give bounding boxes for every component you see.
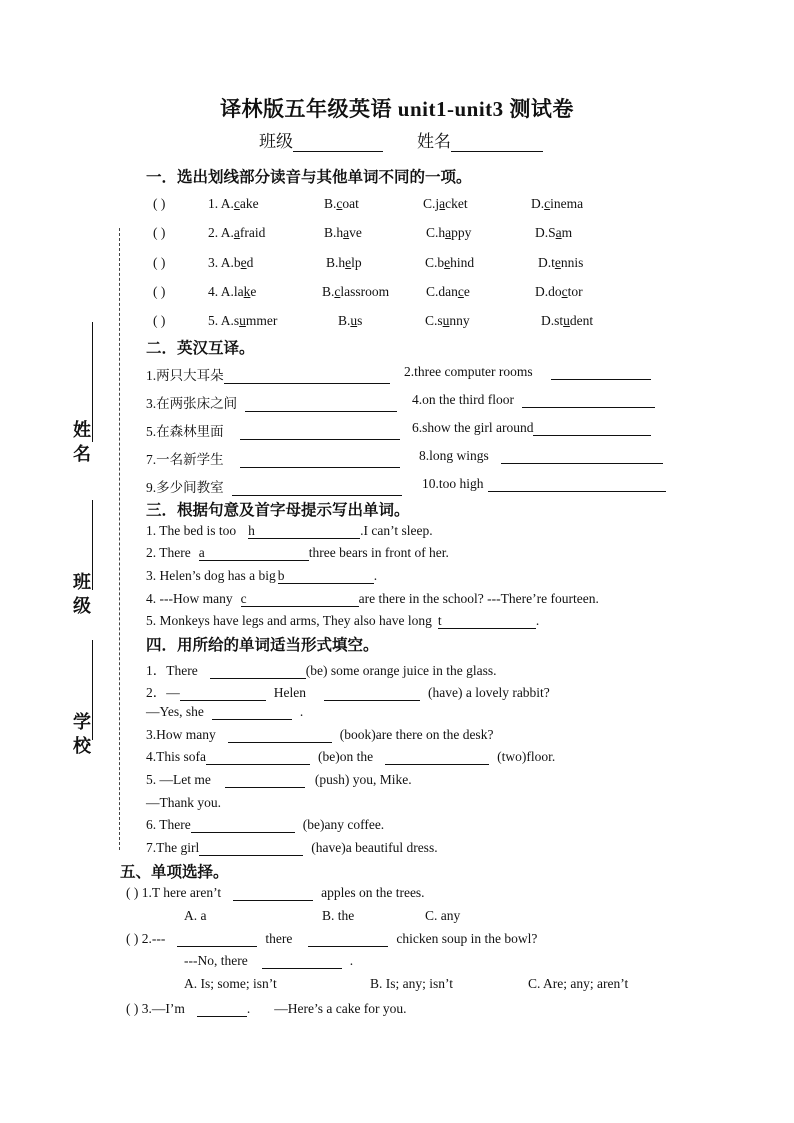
fill-sentence-2: 2. There a three bears in front of her. <box>146 545 449 560</box>
option-b: B.coat <box>324 196 359 211</box>
translate-item: 2.three computer rooms <box>404 364 651 380</box>
choice-q3: ( ) 3.—I’m . —Here’s a cake for you. <box>126 1001 407 1016</box>
answer-paren[interactable]: ( ) <box>153 225 166 240</box>
section-5-heading: 五、单项选择。 <box>120 864 229 881</box>
answer-paren[interactable]: ( ) <box>153 313 166 328</box>
option-c: C.jacket <box>423 196 468 211</box>
section-4-heading: 四．用所给的单词适当形式填空。 <box>146 637 379 654</box>
option-c: C.behind <box>425 255 475 270</box>
answer-paren[interactable]: ( ) <box>153 255 166 270</box>
choice-q2: ( ) 2.--- there chicken soup in the bowl? <box>126 931 538 946</box>
translate-item: 1.两只大耳朵 <box>146 364 390 384</box>
fill-sentence-3: 3. Helen’s dog has a big b . <box>146 568 378 583</box>
section-2-heading: 二．英汉互译。 <box>146 340 255 357</box>
side-school-label: 学校 <box>71 712 91 760</box>
form-line-2: 2．— Helen (have) a lovely rabbit? <box>146 685 550 700</box>
fill-sentence-5: 5. Monkeys have legs and arms, They also have long t . <box>146 613 540 628</box>
name-label: 姓名 <box>417 132 451 151</box>
option-b: B.help <box>326 255 362 270</box>
class-blank[interactable] <box>293 136 383 152</box>
option-c: C.dance <box>426 284 470 299</box>
translate-item: 5.在森林里面 <box>146 420 400 440</box>
choice-q2-a: A. Is; some; isn’t <box>184 976 277 991</box>
choice-q2-b: B. Is; any; isn’t <box>370 976 454 991</box>
option-c: C.happy <box>426 225 472 240</box>
page-title: 译林版五年级英语 unit1-unit3 测试卷 <box>220 97 574 121</box>
choice-q1-a: A. a <box>184 908 207 923</box>
option-a: 1. A.cake <box>208 196 259 211</box>
translate-item: 9.多少间教室 <box>146 476 402 496</box>
form-line-8: 6. There (be)any coffee. <box>146 817 385 832</box>
binding-line <box>119 228 120 850</box>
choice-q1-c: C. any <box>425 908 461 923</box>
translate-item: 3.在两张床之间 <box>146 392 397 412</box>
option-a: 5. A.summer <box>208 313 278 328</box>
section-1-heading: 一．选出划线部分读音与其他单词不同的一项。 <box>146 169 472 186</box>
choice-q1-b: B. the <box>322 908 355 923</box>
option-a: 3. A.bed <box>208 255 254 270</box>
form-line-6: 5. —Let me (push) you, Mike. <box>146 772 412 787</box>
choice-q1: ( ) 1.T here aren’t apples on the trees. <box>126 885 425 900</box>
translate-item: 7.一名新学生 <box>146 448 400 468</box>
form-line-9: 7.The girl (have)a beautiful dress. <box>146 840 438 855</box>
answer-paren[interactable]: ( ) <box>153 284 166 299</box>
translate-item: 6.show the girl around <box>412 420 651 436</box>
name-blank[interactable] <box>451 136 543 152</box>
section-3-heading: 三．根据句意及首字母提示写出单词。 <box>146 502 410 519</box>
option-d: D.Sam <box>535 225 573 240</box>
form-line-3: —Yes, she . <box>146 704 304 719</box>
option-b: B.have <box>324 225 362 240</box>
class-field[interactable] <box>259 127 383 152</box>
form-line-5: 4.This sofa (be)on the (two)floor. <box>146 749 556 764</box>
translate-item: 10.too high <box>422 476 666 492</box>
fill-sentence-1: 1. The bed is too h .I can’t sleep. <box>146 523 433 538</box>
answer-paren[interactable]: ( ) <box>153 196 166 211</box>
option-a: 2. A.afraid <box>208 225 266 240</box>
option-d: D.tennis <box>538 255 584 270</box>
option-d: D.doctor <box>535 284 583 299</box>
choice-q2-reply: ---No, there . <box>184 953 354 968</box>
name-field[interactable] <box>417 127 543 152</box>
option-b: B.us <box>338 313 363 328</box>
translate-item: 4.on the third floor <box>412 392 655 408</box>
option-d: D.cinema <box>531 196 584 211</box>
option-a: 4. A.lake <box>208 284 257 299</box>
class-label: 班级 <box>259 132 293 151</box>
form-line-1: 1．There (be) some orange juice in the glass. <box>146 663 497 678</box>
translate-item: 8.long wings <box>419 448 663 464</box>
option-d: D.student <box>541 313 594 328</box>
fill-sentence-4: 4. ---How many c are there in the school? ---There’re fourteen. <box>146 591 599 606</box>
form-line-7: —Thank you. <box>146 795 221 810</box>
side-name-label: 姓名 <box>71 420 91 468</box>
choice-q2-c: C. Are; any; aren’t <box>528 976 629 991</box>
option-c: C.sunny <box>425 313 470 328</box>
form-line-4: 3.How many (book)are there on the desk? <box>146 727 494 742</box>
option-b: B.classroom <box>322 284 390 299</box>
side-class-label: 班级 <box>71 572 91 620</box>
